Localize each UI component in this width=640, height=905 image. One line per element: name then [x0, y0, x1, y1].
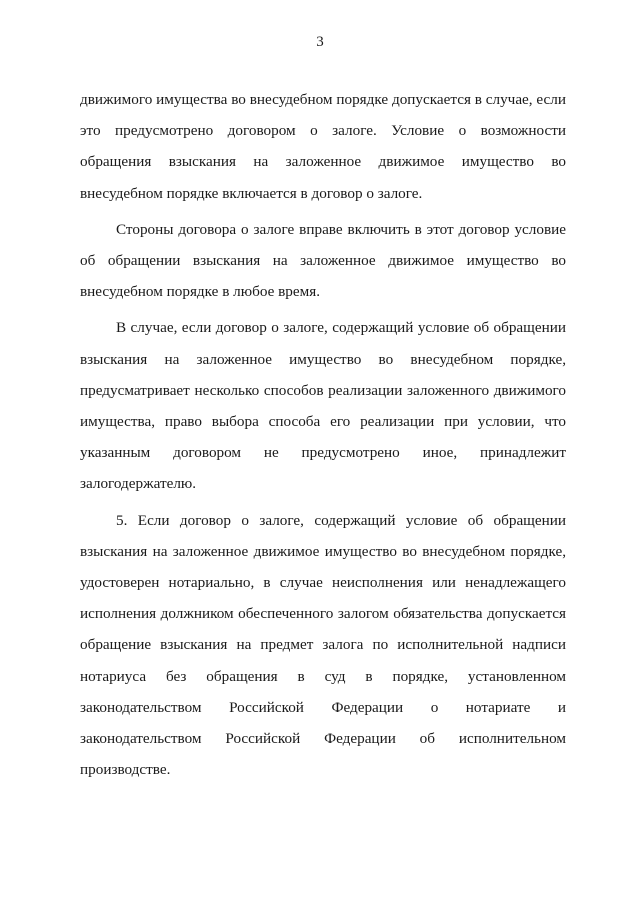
- page-number: 3: [316, 34, 324, 50]
- paragraph-continuation: движимого имущества во внесудебном порядке допускается в случае, если это предусмотрено договором о залоге. Условие о возможности обращения взыскания на заложенное движимое имущество во внесудебном порядке включается в договор о залоге.: [80, 91, 566, 202]
- paragraph-sale-methods: В случае, если договор о залоге, содержащий условие об обращении взыскания на заложенное имущество во внесудебном порядке, предусматривает несколько способов реализации заложенного движимого имущества, право выбора способа его реализации при условии, что указанным договором не предусмотрено иное, принадлежит залогодержателю.: [80, 319, 566, 493]
- paragraph-parties-right: Стороны договора о залоге вправе включить в этот договор условие об обращении взыскания на заложенное движимое имущество во внесудебном порядке в любое время.: [80, 220, 566, 301]
- paragraph-item-5: 5. Если договор о залоге, содержащий условие об обращении взыскания на заложенное движимое имущество во внесудебном порядке, удостоверен нотариально, в случае неисполнения или ненадлежащего исполнения должником обеспеченного залогом обязательства допускается обращение взыскания на предмет залога по исполнительной надписи нотариуса без обращения в суд в порядке, установленном законодательством Российской Федерации о нотариате и законодательством Российской Федерации об исполнительном производстве.: [80, 511, 566, 779]
- document-body: [80, 84, 566, 790]
